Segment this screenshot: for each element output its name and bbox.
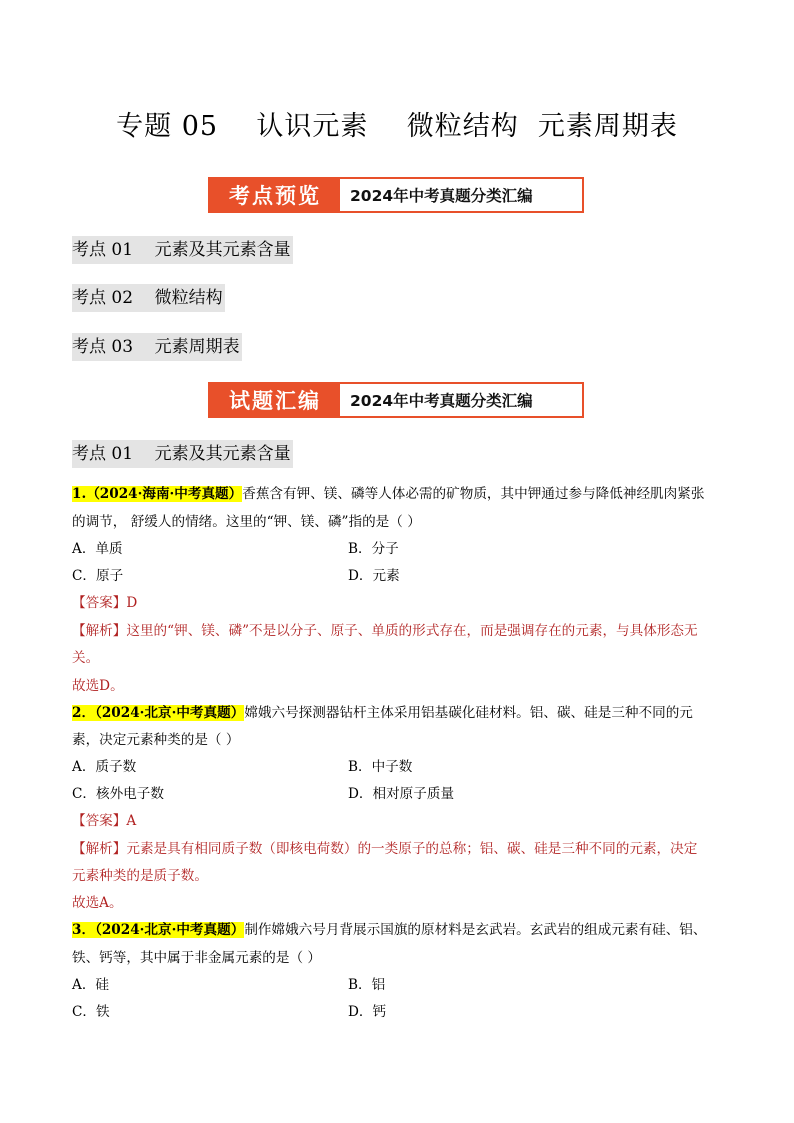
- analysis: 【解析】这里的“钾、镁、磷”不是以分子、原子、单质的形式存在，而是强调存在的元素，与具体形态无: [72, 623, 698, 639]
- option-c: C．原子: [72, 568, 124, 584]
- banner-tag: 考点预览: [210, 179, 340, 211]
- question-source: 2．（2024·北京·中考真题）: [72, 705, 245, 721]
- page-title: 专题 05 认识元素 微粒结构 元素周期表: [116, 111, 678, 142]
- option-b: B．铝: [348, 977, 386, 993]
- option-b: B．中子数: [348, 759, 413, 775]
- conclusion: 故选A。: [72, 895, 123, 911]
- section-heading: 考点 01 元素及其元素含量: [72, 440, 293, 468]
- option-a: A．硅: [72, 977, 110, 993]
- option-d: D．钙: [348, 1004, 387, 1020]
- banner-overview: [208, 177, 584, 213]
- overview-item-3: 考点 03 元素周期表: [72, 333, 242, 361]
- answer: 【答案】D: [72, 595, 138, 611]
- banner-tag: 试题汇编: [210, 384, 340, 416]
- question-source: 3．（2024·北京·中考真题）: [72, 922, 245, 938]
- banner-subtitle: 2024年中考真题分类汇编: [350, 187, 533, 205]
- analysis-cont: 元素种类的是质子数。: [72, 868, 208, 884]
- answer: 【答案】A: [72, 813, 137, 829]
- option-b: B．分子: [348, 541, 399, 557]
- question-1-stem: 1.（2024·海南·中考真题）香蕉含有钾、镁、磷等人体必需的矿物质，其中钾通过参与降低神经肌肉紧张: [72, 486, 705, 502]
- option-d: D．相对原子质量: [348, 786, 455, 802]
- option-c: C．核外电子数: [72, 786, 164, 802]
- option-c: C．铁: [72, 1004, 110, 1020]
- banner-questions: [208, 382, 584, 418]
- question-2-stem-cont: 素，决定元素种类的是（ ）: [72, 732, 240, 748]
- overview-item-1: 考点 01 元素及其元素含量: [72, 236, 293, 264]
- question-2-stem: 2．（2024·北京·中考真题）嫦娥六号探测器钻杆主体采用铝基碳化硅材料。铝、碳、硅是三种不同的元: [72, 705, 693, 721]
- option-d: D．元素: [348, 568, 400, 584]
- banner-subtitle: 2024年中考真题分类汇编: [350, 392, 533, 410]
- analysis: 【解析】元素是具有相同质子数（即核电荷数）的一类原子的总称；铝、碳、硅是三种不同的元素，决定: [72, 841, 698, 857]
- analysis-cont: 关。: [72, 650, 100, 666]
- question-source: 1.（2024·海南·中考真题）: [72, 486, 243, 502]
- question-1-stem-cont: 的调节， 舒缓人的情绪。这里的“钾、镁、磷”指的是（ ）: [72, 514, 421, 530]
- option-a: A．单质: [72, 541, 123, 557]
- question-3-stem: 3．（2024·北京·中考真题）制作嫦娥六号月背展示国旗的原材料是玄武岩。玄武岩的组成元素有硅、铝、: [72, 922, 707, 938]
- option-a: A．质子数: [72, 759, 137, 775]
- question-3-stem-cont: 铁、钙等，其中属于非金属元素的是（ ）: [72, 950, 322, 966]
- overview-item-2: 考点 02 微粒结构: [72, 284, 225, 312]
- conclusion: 故选D。: [72, 678, 124, 694]
